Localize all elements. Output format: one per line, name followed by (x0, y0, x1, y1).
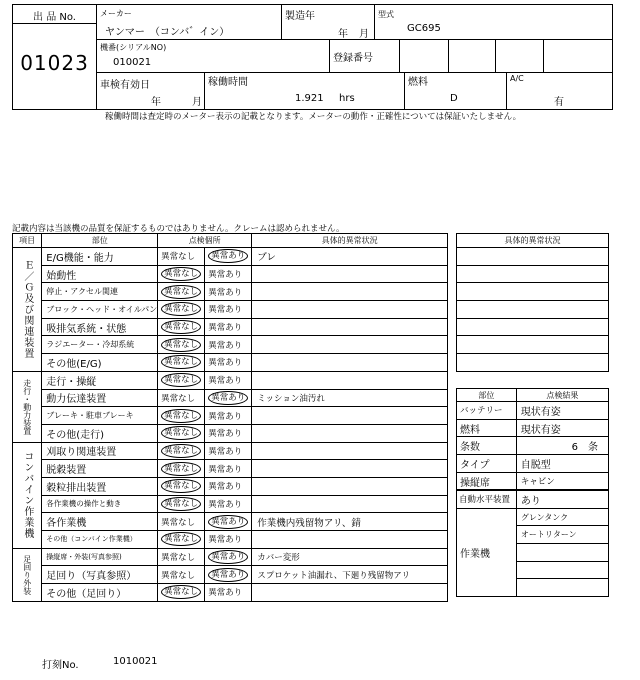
option-abnormal[interactable]: 異常あり (205, 407, 252, 425)
result-value: 自脱型 (516, 455, 608, 473)
row-item: 停止・アクセル関連 (42, 283, 158, 301)
work-item (516, 579, 608, 597)
ac-label: A/C (510, 74, 524, 83)
selected-mark: 異常なし (161, 532, 201, 546)
row-item: 足回り（写真参照） (42, 566, 158, 584)
option-none[interactable] (158, 283, 205, 301)
table-row (13, 301, 448, 319)
work-item (516, 544, 608, 562)
row-item: ブロック・ヘッド・オイルパン (42, 301, 158, 319)
table-row (13, 477, 448, 495)
row-detail (252, 265, 448, 283)
option-abnormal[interactable]: 異常あり (205, 460, 252, 478)
option-abnormal[interactable]: 異常あり (205, 336, 252, 354)
row-detail: ブレ (252, 248, 448, 266)
stamp-label: 打刻No. (42, 660, 79, 671)
row-detail (252, 318, 448, 336)
option-abnormal[interactable]: 異常あり (205, 584, 252, 602)
option-none[interactable]: 異常なし (158, 389, 205, 407)
option-abnormal[interactable]: 異常あり (205, 424, 252, 442)
row-item: 穀粒排出装置 (42, 477, 158, 495)
row-detail: カバー変形 (252, 548, 448, 566)
row-detail (252, 301, 448, 319)
option-none[interactable]: 異常なし (158, 513, 205, 531)
option-none[interactable] (158, 460, 205, 478)
right-detail-table (456, 233, 609, 372)
table-row (13, 513, 448, 531)
row-detail (252, 584, 448, 602)
selected-mark: 異常なし (161, 373, 201, 387)
option-abnormal[interactable] (205, 389, 252, 407)
result-value: 現状有姿 (516, 402, 608, 420)
month-unit: 月 (359, 29, 369, 40)
option-abnormal[interactable]: 異常あり (205, 301, 252, 319)
table-row (13, 460, 448, 478)
auto-level-value: あり (516, 491, 608, 509)
option-abnormal[interactable]: 異常あり (205, 495, 252, 513)
row-item: 走行・操縦 (42, 371, 158, 389)
selected-mark: 異常なし (161, 285, 201, 299)
selected-mark: 異常なし (161, 462, 201, 476)
section-drive: 走行・動力装置 (13, 371, 42, 442)
row-detail (252, 354, 448, 372)
hours-label: 稼働時間 (208, 77, 248, 88)
header-category: 項目 (13, 234, 42, 248)
serial-label: 機番(シリアルNO) (100, 43, 167, 52)
option-none[interactable] (158, 371, 205, 389)
row-item: その他（コンバイン作業機） (42, 531, 158, 549)
row-detail (252, 495, 448, 513)
option-none[interactable] (158, 354, 205, 372)
row-item: その他（足回り） (42, 584, 158, 602)
lot-number: 01023 (20, 51, 89, 75)
table-row (13, 442, 448, 460)
row-item: 脱穀装置 (42, 460, 158, 478)
table-row (13, 407, 448, 425)
option-abnormal[interactable]: 異常あり (205, 371, 252, 389)
quality-note: 記載内容は当該機の品質を保証するものではありません。クレームは認められません。 (12, 224, 345, 234)
maker-value: ヤンマー （コンバ゛イン） (105, 27, 230, 38)
option-none[interactable] (158, 584, 205, 602)
row-item: ラジエーター・冷却系統 (42, 336, 158, 354)
ac-value: 有 (554, 97, 564, 108)
table-row (13, 548, 448, 566)
model-label: 型式 (378, 10, 394, 19)
table-row (13, 265, 448, 283)
option-abnormal[interactable]: 異常あり (205, 477, 252, 495)
work-item (516, 561, 608, 579)
table-row (13, 371, 448, 389)
row-detail (252, 407, 448, 425)
selected-mark: 異常なし (161, 497, 201, 511)
header-check: 点検個所 (158, 234, 252, 248)
row-detail (252, 336, 448, 354)
option-abnormal[interactable] (205, 248, 252, 266)
selected-mark: 異常なし (161, 355, 201, 369)
check-result-table (456, 388, 609, 490)
right-detail-row (457, 336, 609, 354)
selected-mark: 異常あり (208, 391, 248, 405)
year-label: 製造年 (285, 11, 315, 22)
row-detail (252, 531, 448, 549)
option-none[interactable]: 異常なし (158, 248, 205, 266)
lot-label: 出 品 No. (33, 12, 76, 23)
table-row (13, 354, 448, 372)
inspection-month-unit: 月 (192, 97, 202, 108)
option-abnormal[interactable] (205, 513, 252, 531)
selected-mark: 異常あり (208, 550, 248, 564)
selected-mark: 異常なし (161, 585, 201, 599)
row-item: 吸排気系統・状態 (42, 318, 158, 336)
selected-mark: 異常あり (208, 568, 248, 582)
fuel-label: 燃料 (408, 77, 428, 88)
table-row (13, 531, 448, 549)
row-item: その他(E/G) (42, 354, 158, 372)
inspection-label: 車検有効日 (100, 80, 150, 91)
serial-value: 010021 (113, 57, 152, 68)
option-none[interactable] (158, 318, 205, 336)
work-item: グレンタンク (516, 508, 608, 526)
right-detail-header: 具体的異常状況 (457, 234, 609, 248)
selected-mark: 異常なし (161, 338, 201, 352)
row-detail (252, 424, 448, 442)
table-row (13, 495, 448, 513)
row-detail (252, 442, 448, 460)
option-none[interactable] (158, 336, 205, 354)
table-row (13, 584, 448, 602)
option-abnormal[interactable]: 異常あり (205, 442, 252, 460)
row-detail: 作業機内残留物アリ、錆 (252, 513, 448, 531)
section-engine: Ｅ／Ｇ及び関連装置 (13, 248, 42, 372)
table-row (13, 424, 448, 442)
option-abnormal[interactable] (205, 566, 252, 584)
option-none[interactable] (158, 531, 205, 549)
table-row (13, 283, 448, 301)
section-undercarriage: 足回り外装 (13, 548, 42, 601)
vehicle-info-header (12, 4, 613, 110)
row-detail (252, 283, 448, 301)
option-none[interactable] (158, 301, 205, 319)
work-equipment-table (456, 490, 609, 597)
header-part: 部位 (42, 234, 158, 248)
option-none[interactable] (158, 265, 205, 283)
hours-unit: hrs (339, 93, 355, 104)
auto-level-label: 自動水平装置 (457, 491, 517, 509)
result-value: キャビン (516, 472, 608, 490)
row-detail: ミッション油汚れ (252, 389, 448, 407)
section-combine: コンバイン作業機 (13, 442, 42, 548)
row-item: 各作業機の操作と動き (42, 495, 158, 513)
selected-mark: 異常なし (161, 444, 201, 458)
option-none[interactable] (158, 424, 205, 442)
result-value: 6 条 (516, 437, 608, 455)
selected-mark: 異常なし (161, 267, 201, 281)
right-detail-row (457, 318, 609, 336)
table-row (13, 318, 448, 336)
work-label: 作業機 (457, 508, 517, 596)
right-detail-row (457, 354, 609, 372)
work-item: オートリターン (516, 526, 608, 544)
selected-mark: 異常なし (161, 479, 201, 493)
result-value: 現状有姿 (516, 419, 608, 437)
table-row (13, 336, 448, 354)
option-abnormal[interactable]: 異常あり (205, 318, 252, 336)
selected-mark: 異常なし (161, 302, 201, 316)
option-none[interactable] (158, 407, 205, 425)
row-detail (252, 477, 448, 495)
result-label: 燃料 (457, 419, 517, 437)
inspection-table (12, 233, 448, 602)
right-detail-row (457, 301, 609, 319)
selected-mark: 異常なし (161, 409, 201, 423)
fuel-value: D (450, 93, 458, 104)
option-abnormal[interactable]: 異常あり (205, 531, 252, 549)
option-none[interactable]: 異常なし (158, 566, 205, 584)
option-abnormal[interactable]: 異常あり (205, 283, 252, 301)
right-detail-row (457, 265, 609, 283)
result-header-part: 部位 (457, 389, 517, 402)
result-header-value: 点検結果 (516, 389, 608, 402)
table-row (13, 248, 448, 266)
hours-note: 稼働時間は査定時のメーター表示の記載となります。メーターの動作・正確性については保証いたしません。 (105, 112, 522, 122)
option-abnormal[interactable]: 異常あり (205, 265, 252, 283)
selected-mark: 異常なし (161, 320, 201, 334)
row-detail (252, 460, 448, 478)
result-label: 条数 (457, 437, 517, 455)
row-item: ブレーキ・駐車ブレーキ (42, 407, 158, 425)
option-abnormal[interactable] (205, 548, 252, 566)
selected-mark: 異常なし (161, 426, 201, 440)
right-detail-row (457, 283, 609, 301)
stamp-value: 1010021 (113, 656, 158, 667)
row-detail: スプロケット油漏れ、下廻り残留物アリ (252, 566, 448, 584)
result-label: 操縦席 (457, 472, 517, 490)
table-row (13, 566, 448, 584)
result-label: バッテリー (457, 402, 517, 420)
row-item: 各作業機 (42, 513, 158, 531)
result-label: タイプ (457, 455, 517, 473)
option-none[interactable] (158, 442, 205, 460)
row-detail (252, 371, 448, 389)
selected-mark: 異常あり (208, 249, 248, 263)
row-item: 動力伝達装置 (42, 389, 158, 407)
row-item: その他(走行) (42, 424, 158, 442)
header-detail: 具体的異常状況 (252, 234, 448, 248)
option-none[interactable]: 異常なし (158, 548, 205, 566)
row-item: E/G機能・能力 (42, 248, 158, 266)
right-detail-row (457, 248, 609, 266)
inspection-table-header (13, 234, 448, 248)
row-item: 始動性 (42, 265, 158, 283)
option-none[interactable] (158, 495, 205, 513)
maker-label: メーカー (100, 9, 132, 18)
inspection-year-unit: 年 (151, 97, 161, 108)
hours-value: 1.921 (295, 93, 324, 104)
selected-mark: 異常あり (208, 515, 248, 529)
option-abnormal[interactable]: 異常あり (205, 354, 252, 372)
row-item: 操縦席・外装(写真参照) (42, 548, 158, 566)
registration-label: 登録番号 (333, 53, 373, 64)
model-value: GC695 (407, 23, 441, 34)
row-item: 刈取り関連装置 (42, 442, 158, 460)
option-none[interactable] (158, 477, 205, 495)
table-row (13, 389, 448, 407)
year-unit: 年 (338, 29, 348, 40)
